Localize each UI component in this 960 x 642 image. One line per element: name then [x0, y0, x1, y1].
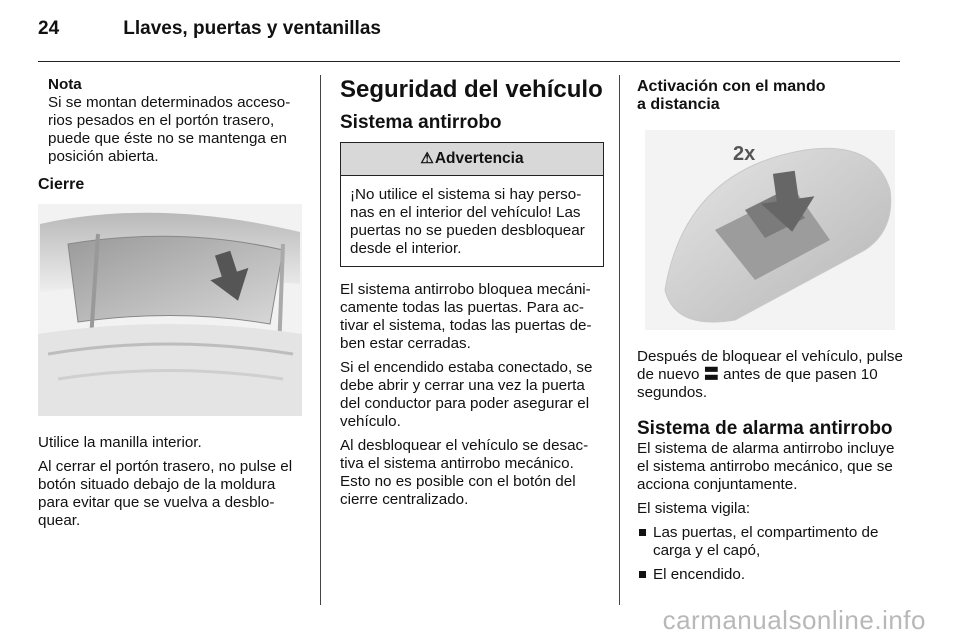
section-title-activacion-line2: a distancia — [637, 96, 720, 113]
watermark: carmanualsonline.info — [662, 605, 926, 635]
section-title-activacion-line1: Activación con el mando — [637, 78, 826, 95]
paragraph-activacion-text-2: antes de que pasen 10 segundos. — [637, 366, 878, 401]
warning-header — [341, 143, 603, 176]
list-item: Las puertas, el compartimento de carga y el capó, — [637, 524, 903, 560]
column-divider-2 — [619, 75, 620, 605]
paragraph-activacion-text-1: Después de bloquear el vehículo, pulse de nuevo — [637, 348, 903, 383]
paragraph-vigila: El sistema vigila: — [637, 500, 751, 517]
warning-title: Advertencia — [434, 150, 524, 167]
note-title: Nota — [48, 76, 82, 93]
page-number: 24 — [38, 18, 60, 39]
paragraph-handle: Utilice la manilla interior. — [38, 434, 202, 451]
chapter-title: Llaves, puertas y ventanillas — [123, 18, 381, 39]
page-header — [38, 18, 381, 40]
column-3 — [637, 78, 903, 590]
tailgate-illustration — [38, 204, 302, 416]
column-2 — [340, 76, 604, 515]
warning-triangle-icon: ⚠ — [420, 150, 434, 167]
paragraph-antirrobo-3: Al desbloquear el vehículo se desactiva el sistema antirrobo mecánico. Esto no es posible con el botón del cierre centralizado. — [340, 437, 589, 508]
section-title-seguridad: Seguridad del vehículo — [340, 76, 603, 103]
subsection-title-antirrobo: Sistema antirrobo — [340, 112, 502, 133]
monitored-list — [637, 524, 903, 584]
lock-symbol-icon: 〓 — [703, 366, 719, 383]
note-text: Si se montan determinados accesorios pesados en el portón trasero, puede que éste no se mantenga en posición abierta. — [48, 94, 291, 165]
rear-window — [68, 236, 283, 324]
paragraph-antirrobo-2: Si el encendido estaba conectado, se debe abrir y cerrar una vez la puerta del conductor para poder asegurar el vehículo. — [340, 359, 593, 430]
section-title-cierre: Cierre — [38, 176, 85, 193]
column-divider-1 — [320, 75, 321, 605]
remote-key-illustration — [645, 130, 895, 330]
warning-text: ¡No utilice el sistema si hay personas en el interior del vehículo! Las puertas no se pueden desbloquear desde el interior. — [350, 186, 585, 257]
paragraph-alarma: El sistema de alarma antirrobo incluye el sistema antirrobo mecánico, que se acciona conjuntamente. — [637, 440, 895, 493]
section-title-activacion — [637, 78, 903, 114]
paragraph-activacion — [637, 348, 903, 402]
section-title-alarma: Sistema de alarma antirrobo — [637, 418, 893, 439]
note-box — [48, 76, 306, 166]
column-1 — [48, 76, 306, 176]
header-rule — [38, 61, 900, 62]
paragraph-closing: Al cerrar el portón trasero, no pulse el botón situado debajo de la moldura para evitar que se vuelva a desbloquear. — [38, 458, 293, 529]
list-item: El encendido. — [637, 566, 903, 584]
column-1-main — [38, 176, 306, 536]
warning-box — [340, 142, 604, 267]
press-twice-label: 2x — [733, 143, 756, 165]
paragraph-antirrobo-1: El sistema antirrobo bloquea mecánicamente todas las puertas. Para activar el sistema, todas las puertas deben estar cerradas. — [340, 281, 592, 352]
